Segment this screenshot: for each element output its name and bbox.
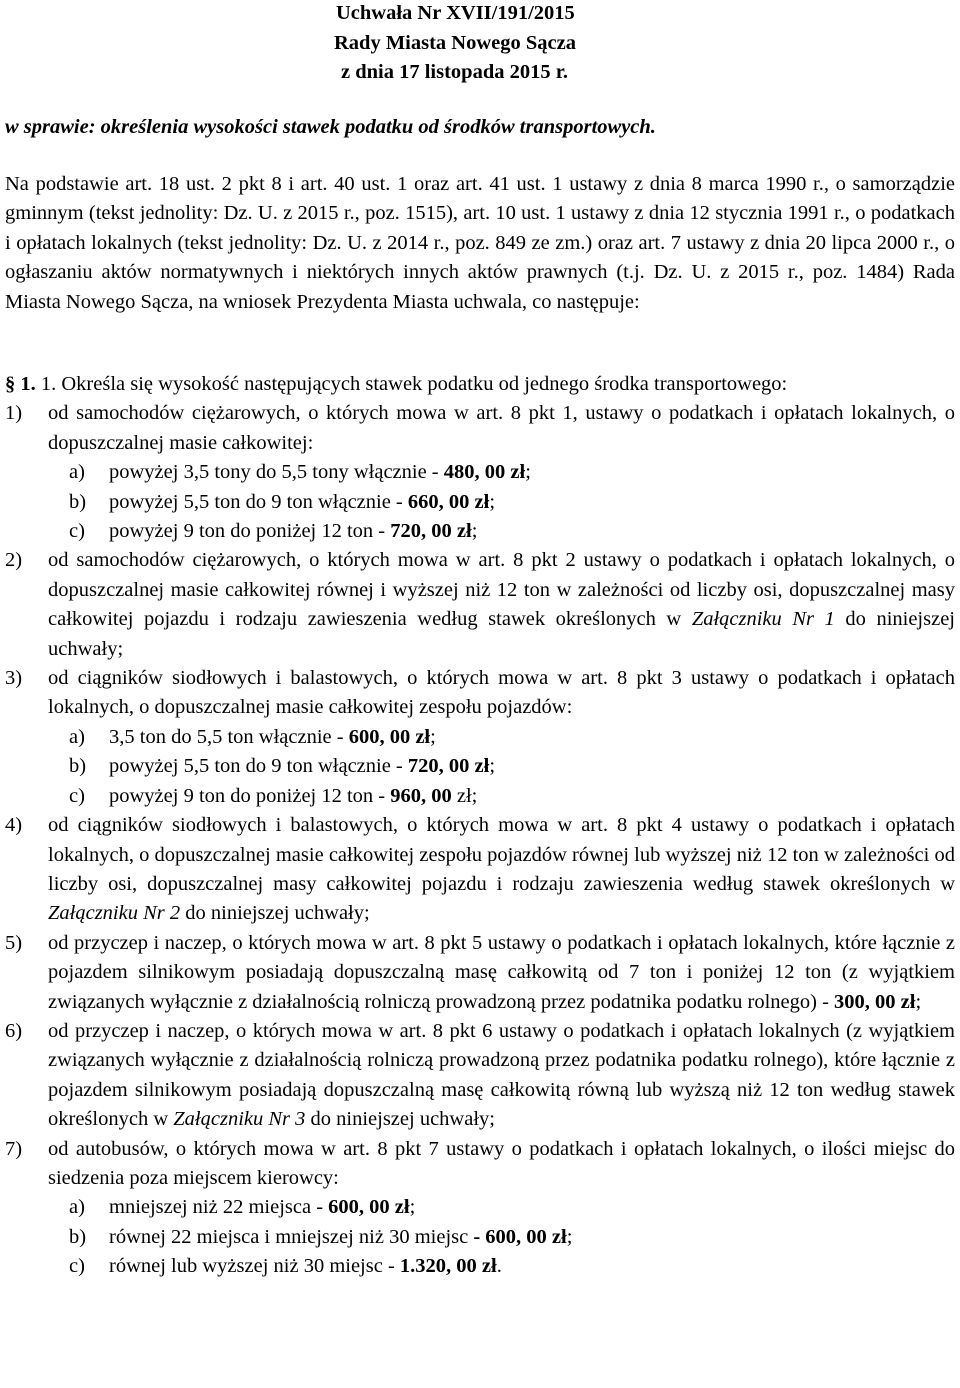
section-1-intro-text: 1. Określa się wysokość następujących stawek podatku od jednego środka transportowego:	[40, 373, 788, 395]
item-number: 4)	[5, 814, 23, 837]
annex-reference: Załączniku Nr 3	[173, 1108, 306, 1131]
item-text: od samochodów ciężarowych, o których mowa w art. 8 pkt 1, ustawy o podatkach i opłatach lokalnych, o dopuszczalnej masie całkowitej:	[48, 402, 955, 454]
item-number: 1)	[5, 402, 23, 425]
subitem-letter: b)	[69, 755, 87, 778]
subitem-letter: c)	[69, 520, 85, 543]
rate-subitem	[5, 723, 955, 752]
item-text: od autobusów, o których mowa w art. 8 pkt 7 ustawy o podatkach i opłatach lokalnych, o ilości miejsc do siedzenia poza miejscem kierowcy:	[48, 1137, 955, 1189]
rate-subitem	[5, 517, 955, 546]
rate-item	[5, 546, 955, 664]
rate-subitem	[5, 458, 955, 487]
item-text: od przyczep i naczep, o których mowa w art. 8 pkt 5 ustawy o podatkach i opłatach lokalnych, które łącznie z pojazdem silnikowym posiadają dopuszczalną masę całkowitą od 7 ton i poniżej 12 ton (z wyjątkiem związanych wyłącznie z działalnością rolniczą prowadzoną przez podatnika podatku rolnego) -	[48, 931, 955, 1013]
annex-reference: Załączniku Nr 1	[691, 608, 835, 631]
subitem-letter: a)	[69, 725, 85, 748]
subitem-text-end: ;	[471, 520, 478, 543]
item-number: 7)	[5, 1137, 23, 1160]
rate-amount: 720, 00 zł	[390, 520, 472, 543]
item-text: od ciągników siodłowych i balastowych, o których mowa w art. 8 pkt 3 ustawy o podatkach i opłatach lokalnych, o dopuszczalnej masie całkowitej zespołu pojazdów:	[48, 667, 955, 719]
rate-item	[5, 1017, 955, 1135]
item-text-end: do niniejszej uchwały;	[180, 902, 370, 925]
subitem-text-end: ;	[489, 490, 496, 513]
subitem-text: powyżej 5,5 ton do 9 ton włącznie -	[109, 490, 408, 513]
item-number: 6)	[5, 1019, 23, 1042]
subitem-letter: b)	[69, 490, 87, 513]
subitem-text: powyżej 9 ton do poniżej 12 ton -	[109, 520, 391, 543]
section-1	[5, 370, 955, 1282]
subitem-text-end: .	[496, 1255, 502, 1278]
item-text: od samochodów ciężarowych, o których mowa w art. 8 pkt 2 ustawy o podatkach i opłatach lokalnych, o dopuszczalnej masie całkowitej równej i wyższej niż 12 ton w zależności od liczby osi, dopuszczalnej masy całkowitej pojazdu i rodzaju zawieszenia według stawek określonych w	[48, 549, 955, 631]
subitem-text-end: ;	[409, 1196, 416, 1219]
item-number: 2)	[5, 549, 23, 572]
rate-amount: 960, 00	[390, 784, 452, 807]
rate-amount: 660, 00 zł	[407, 490, 490, 513]
section-1-intro	[5, 370, 955, 399]
rate-item	[5, 811, 955, 929]
resolution-number: Uchwała Nr XVII/191/2015	[336, 2, 575, 24]
resolution-date: z dnia 17 listopada 2015 r.	[341, 61, 569, 83]
subitem-text: równej 22 miejsca i mniejszej niż 30 miejsc	[109, 1225, 474, 1248]
subitem-letter: b)	[69, 1225, 87, 1248]
rate-item	[5, 399, 955, 458]
resolution-header	[336, 0, 576, 88]
rate-subitem	[5, 1193, 955, 1222]
item-text: od przyczep i naczep, o których mowa w art. 8 pkt 6 ustawy o podatkach i opłatach lokalnych (z wyjątkiem związanych wyłącznie z działalnością rolniczą prowadzoną przez podatnika podatku rolnego), które łącznie z pojazdem silnikowym posiadają dopuszczalną masę całkowitą równą lub wyższą niż 12 ton według stawek określonych w	[48, 1019, 955, 1131]
subitem-letter: a)	[69, 461, 85, 484]
rate-amount: 1.320, 00 zł	[399, 1255, 497, 1278]
rate-subitem	[5, 752, 955, 781]
item-number: 5)	[5, 931, 23, 954]
resolution-subject: w sprawie: określenia wysokości stawek podatku od środków transportowych.	[5, 116, 656, 138]
subitem-text-end: ;	[489, 755, 496, 778]
subitem-text-end: zł;	[451, 784, 478, 807]
rate-amount: 600, 00 zł	[348, 725, 431, 748]
rate-subitem	[5, 782, 955, 811]
legal-basis-paragraph: Na podstawie art. 18 ust. 2 pkt 8 i art. 40 ust. 1 oraz art. 41 ust. 1 ustawy z dnia 8 marca 1990 r., o samorządzie gminnym (tekst jednolity: Dz. U. z 2015 r., poz. 1515), art. 10 ust. 1 ustawy z dnia 12 stycznia 1991 r., o podatkach i opłatach lokalnych (tekst jednolity: Dz. U. z 2014 r., poz. 849 ze zm.) oraz art. 7 ustawy z dnia 20 lipca 2000 r., o ogłaszaniu aktów normatywnych i niektórych innych aktów prawnych (t.j. Dz. U. z 2015 r., poz. 1484) Rada Miasta Nowego Sącza, na wniosek Prezydenta Miasta uchwala, co następuje:	[5, 173, 955, 313]
subitem-text: równej lub wyższej niż 30 miejsc -	[109, 1255, 400, 1278]
section-symbol: § 1.	[5, 373, 36, 395]
subitem-text-end: ;	[566, 1225, 573, 1248]
item-number: 3)	[5, 667, 23, 690]
item-text-end: ;	[915, 990, 922, 1013]
subitem-text-end: ;	[430, 725, 436, 748]
subitem-text: powyżej 9 ton do poniżej 12 ton -	[109, 784, 391, 807]
subitem-text: powyżej 3,5 tony do 5,5 tony włącznie -	[109, 461, 444, 484]
rate-amount: - 600, 00 zł	[473, 1225, 567, 1248]
item-text-end: do niniejszej uchwały;	[305, 1108, 495, 1131]
subitem-letter: a)	[69, 1196, 85, 1219]
rate-subitem	[5, 1252, 955, 1281]
council-name: Rady Miasta Nowego Sącza	[334, 31, 576, 54]
rate-amount: 480, 00 zł	[443, 461, 526, 484]
rate-amount: 300, 00 zł	[834, 990, 916, 1013]
rate-subitem	[5, 488, 955, 517]
item-text: od ciągników siodłowych i balastowych, o których mowa w art. 8 pkt 4 ustawy o podatkach i opłatach lokalnych, o dopuszczalnej masie całkowitej zespołu pojazdów równej lub wyższej niż 12 ton w zależności od liczby osi, dopuszczalnej masy całkowitej pojazdu i rodzaju zawieszenia według stawek określonych w	[48, 814, 955, 895]
subitem-letter: c)	[69, 784, 85, 807]
subitem-text-end: ;	[525, 461, 531, 484]
rate-amount: 720, 00 zł	[407, 755, 490, 778]
rate-amount: 600, 00 zł	[328, 1196, 410, 1219]
rate-item	[5, 1135, 955, 1194]
rate-subitem	[5, 1223, 955, 1252]
subitem-text: mniejszej niż 22 miejsca -	[109, 1196, 329, 1219]
subitem-text: powyżej 5,5 ton do 9 ton włącznie -	[109, 755, 408, 778]
subitem-letter: c)	[69, 1255, 85, 1278]
annex-reference: Załączniku Nr 2	[48, 902, 181, 925]
item-text-end: do niniejszej uchwały;	[48, 608, 955, 660]
subitem-text: 3,5 ton do 5,5 ton włącznie -	[109, 725, 349, 748]
rate-item	[5, 929, 955, 1017]
rate-item	[5, 664, 955, 723]
rate-items-list	[5, 399, 955, 1281]
